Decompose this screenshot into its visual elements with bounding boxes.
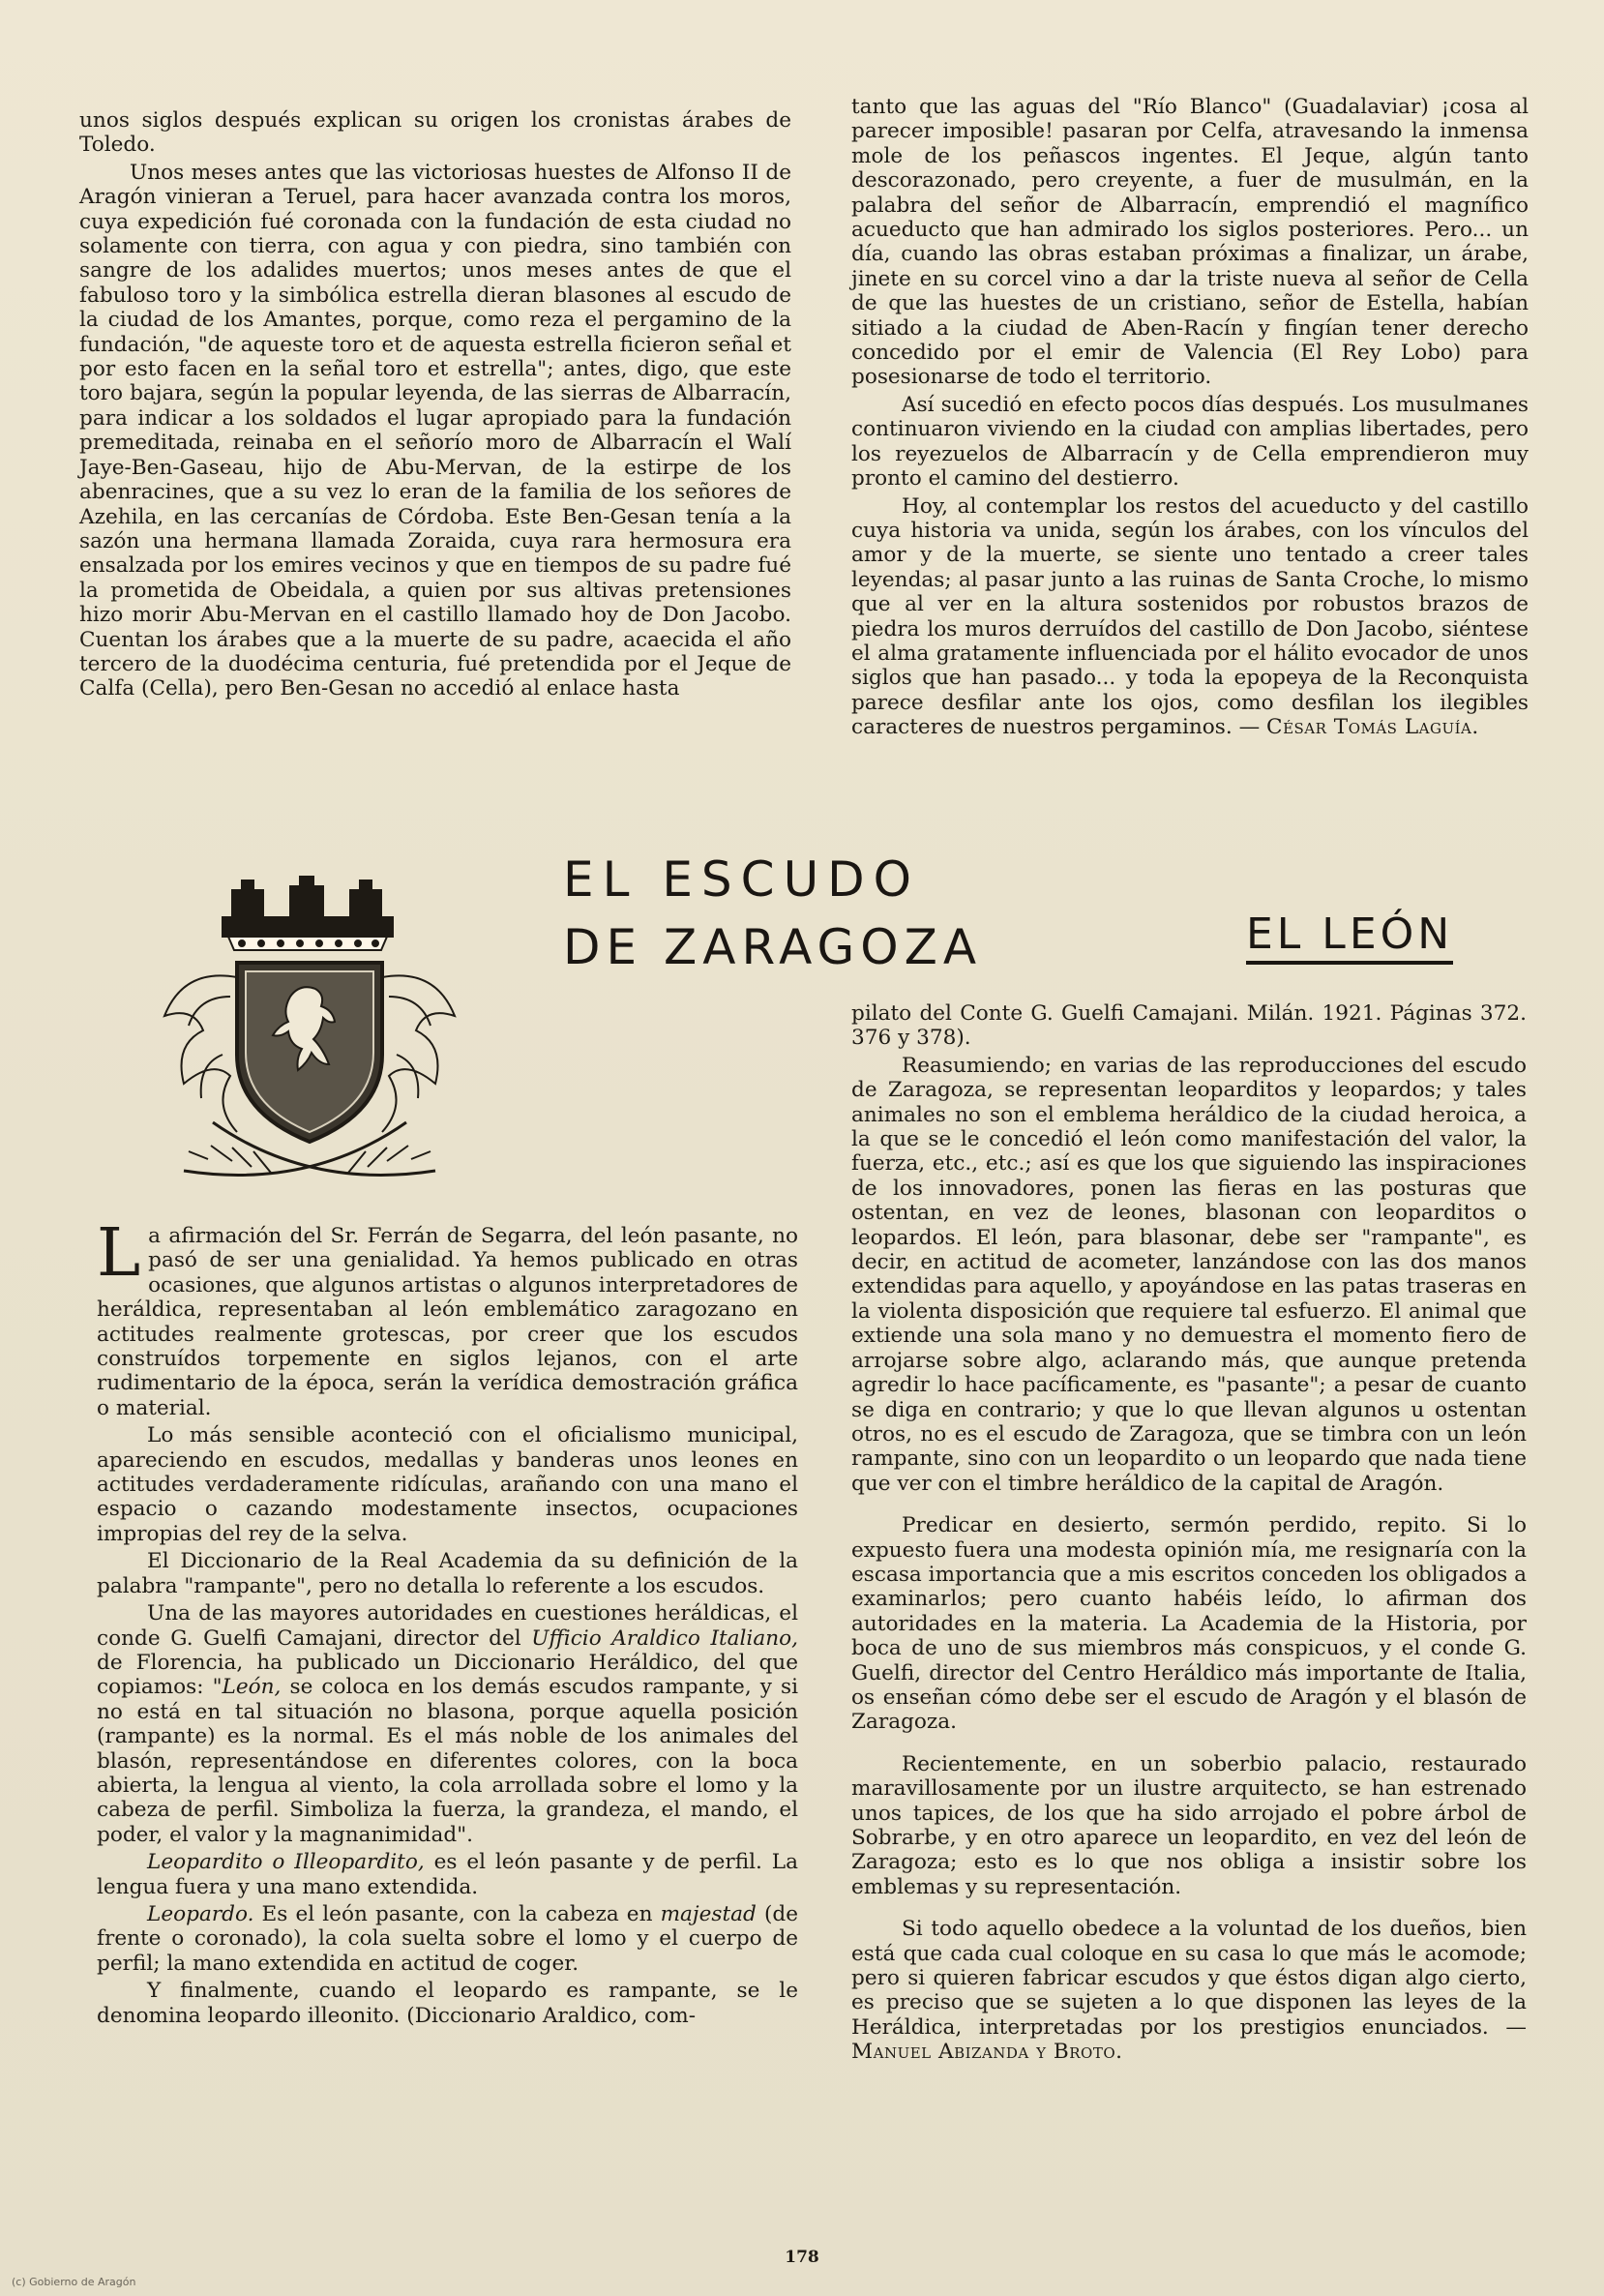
- paragraph: [97, 1215, 798, 1420]
- paragraph: Reasumiendo; en varias de las reproducciones del escudo de Zaragoza, se representan leoparditos y leopardos; y tales animales no son el emblema heráldico de la ciudad heroica, a la que se le concedió el león como manifestación del valor, la fuerza, etc., etc.; así es que los que siguiendo las inspiraciones de los innovadores, ponen las fieras en las posturas que ostentan, en vez de leones, blasonan con leoparditos o leopardos. El león, para blasonar, debe ser "rampante", es decir, en actitud de acometer, lanzándose con las dos manos extendidas para aquello, y apoyándose en las patas traseras en la violenta disposición que requiere tal esfuerzo. El animal que extiende una sola mano y no demuestra el momento fiero de arrojarse sobre algo, aclarando más, que aunque pretenda agredir lo hace pacíficamente, es "pasante"; a pesar de cuanto se diga en contrario; y que lo que llevan algunos u ostentan otros, no es el escudo de Zaragoza, que se timbra con un león rampante, sino con un leopardito o un leopardo que nada tiene que ver con el timbre heráldico de la capital de Aragón.: [851, 1053, 1527, 1496]
- zaragoza-coat-of-arms-illustration: [145, 851, 474, 1195]
- paragraph: [97, 1902, 798, 1976]
- text-span: se coloca en los demás escudos rampante, y si no está en tal situación no blasona, porque aquella posición (rampante) es la normal. Es el más noble de los animales del blasón, representándose en diferentes colores, con la boca abierta, la lengua al viento, la cola arrollada sobre el lomo y la cabeza de perfil. Simboliza la fuerza, la grandeza, el mando, el poder, el valor y la magnanimidad".: [97, 1675, 798, 1847]
- article-title-line-1: EL ESCUDO: [563, 851, 921, 908]
- text-span: Una de las mayores autoridades en cuestiones heráldicas, el conde G. Guelfi Camajani, director del: [97, 1601, 798, 1651]
- text-span: es el león pasante y de perfil. La lengua fuera y una mano extendida.: [97, 1850, 798, 1899]
- article-1-column-left: [79, 108, 791, 704]
- drop-cap: L: [97, 1215, 141, 1292]
- italic-span: Ufficio Araldico Italiano,: [531, 1625, 798, 1651]
- author-signature: César Tomás Laguía.: [1266, 715, 1479, 740]
- paragraph: Recientemente, en un soberbio palacio, restaurado maravillosamente por un ilustre arquitecto, se han estrenado unos tapices, de los que ha sido arrojado el pobre árbol de Sobrarbe, y en otro aparece un leopardito, en vez del león de Zaragoza; esto es lo que nos obliga a insistir sobre los emblemas y su representación.: [851, 1751, 1527, 1899]
- paragraph-text: Hoy, al contemplar los restos del acueducto y del castillo cuya historia va unida, según los árabes, con los vínculos del amor y de la muerte, se siente uno tentado a creer tales leyendas; al pasar junto a las ruinas de Santa Croche, lo mismo que al ver en la altura sostenidos por robustos brazos de piedra los muros derruídos del castillo de Don Jacobo, siéntese el alma gratamente influenciada por el hálito evocador de unos siglos que han pasado... y toda la epopeya de la Reconquista parece desfilar ante los ojos, como desfilan los ilegibles caracteres de nuestros pergaminos. —: [851, 493, 1529, 740]
- paragraph: Lo más sensible aconteció con el oficialismo municipal, apareciendo en escudos, medallas y banderas unos leones en actitudes verdaderamente ridículas, arañando con una mano el espacio o cazando modestamente insectos, ocupaciones impropias del rey de la selva.: [97, 1423, 798, 1546]
- article-1-column-right: [851, 95, 1529, 743]
- copyright-credit: (c) Gobierno de Aragón: [12, 2276, 136, 2288]
- paragraph: unos siglos después explican su origen los cronistas árabes de Toledo.: [79, 108, 791, 158]
- paragraph: tanto que las aguas del "Río Blanco" (Guadalaviar) ¡cosa al parecer imposible! pasaran por Celfa, atravesando la inmensa mole de los peñascos ingentes. El Jeque, algún tanto descorazonado, pero creyente, a fuer de musulmán, en la palabra del señor de Albarracín, emprendió el magnífico acueducto que han admirado los siglos posteriores. Pero... un día, cuando las obras estaban próximas a finalizar, un árabe, jinete en su corcel vino a dar la triste nueva al señor de Cella de que las huestes de un cristiano, señor de Estella, habían sitiado a la ciudad de Aben-Racín y fingían tener derecho concedido por el emir de Valencia (El Rey Lobo) para posesionarse de todo el territorio.: [851, 95, 1529, 390]
- italic-span: Leopardito o Illeopardito,: [147, 1850, 425, 1875]
- paragraph: Así sucedió en efecto pocos días después. Los musulmanes continuaron viviendo en la ciudad con amplias libertades, pero los reyezuelos de Albarracín y de Cella emprendieron muy pronto el camino del destierro.: [851, 392, 1529, 492]
- text-span: de Florencia, ha publicado un Diccionario Heráldico, del que copiamos: ": [97, 1650, 798, 1700]
- article-subtitle: EL LEÓN: [1246, 909, 1453, 965]
- article-title-line-2: DE ZARAGOZA: [563, 919, 983, 975]
- paragraph: [851, 494, 1529, 740]
- paragraph: Y finalmente, cuando el leopardo es rampante, se le denomina leopardo illeonito. (Diccionario Araldico, com-: [97, 1979, 798, 2028]
- italic-span: León,: [222, 1675, 282, 1700]
- article-2-column-right: [851, 1001, 1527, 2068]
- paragraph: El Diccionario de la Real Academia da su definición de la palabra "rampante", pero no detalla lo referente a los escudos.: [97, 1549, 798, 1598]
- paragraph: pilato del Conte G. Guelfi Camajani. Milán. 1921. Páginas 372. 376 y 378).: [851, 1001, 1527, 1051]
- italic-span: Leopardo.: [147, 1901, 254, 1926]
- paragraph: Unos meses antes que las victoriosas huestes de Alfonso II de Aragón vinieran a Teruel, para hacer avanzada contra los moros, cuya expedición fué coronada con la fundación de esta ciudad no solamente con tierra, con agua y con piedra, sino también con sangre de los adalides muertos; unos meses antes de que el fabuloso toro y la simbólica estrella dieran blasones al escudo de la ciudad de los Amantes, porque, como reza el pergamino de la fundación, "de aqueste toro et de aquesta estrella ficieron señal et por esto facen en la señal toro et estrella"; antes, digo, que este toro bajara, según la popular leyenda, de las sierras de Albarracín, para indicar a los soldados el lugar apropiado para la fundación premeditada, reinaba en el señorío moro de Albarracín el Walí Jaye-Ben-Gaseau, hijo de Abu-Mervan, de la estirpe de los abenracines, que a su vez lo eran de la familia de los señores de Azehila, en las cercanías de Córdoba. Este Ben-Gesan tenía a la sazón una hermana llamada Zoraida, cuya rara hermosura era ensalzada por los emires vecinos y que en tiempos de su padre fué la prometida de Obeidala, a quien por sus altivas pretensiones hizo morir Abu-Mervan en el castillo llamado hoy de Don Jacobo. Cuentan los árabes que a la muerte de su padre, acaecida el año tercero de la duodécima centuria, fué pretendida por el Jeque de Calfa (Cella), pero Ben-Gesan no accedió al enlace hasta: [79, 160, 791, 701]
- text-span: Es el león pasante, con la cabeza en: [261, 1901, 653, 1926]
- paragraph-text: Si todo aquello obedece a la voluntad de los dueños, bien está que cada cual coloque en su casa lo que más le acomode; pero si quieren fabricar escudos y que éstos digan algo cierto, es preciso que se sujeten a lo que disponen las leyes de la Heráldica, interpretadas por los prestigios enunciados. —: [851, 1917, 1527, 2040]
- text-span: (de frente o coronado), la cola suelta sobre el lomo y el cuerpo de perfil; la mano extendida en actitud de coger.: [97, 1901, 798, 1976]
- italic-span: majestad: [660, 1901, 757, 1926]
- paragraph: [97, 1850, 798, 1899]
- author-signature: Manuel Abizanda y Broto.: [851, 2040, 1123, 2065]
- paragraph: Predicar en desierto, sermón perdido, repito. Si lo expuesto fuera una modesta opinión mía, me resignaría con la escasa importancia que a mis escritos conceden los obligados a examinarlos; pero cuanto habéis leído, lo afirman dos autoridades en la materia. La Academia de la Historia, por boca de uno de sus miembros más conspicuos, y el conde G. Guelfi, director del Centro Heráldico más importante de Italia, os enseñan cómo debe ser el escudo de Aragón y el blasón de Zaragoza.: [851, 1513, 1527, 1735]
- article-2-column-left: [97, 1215, 798, 2031]
- page-number: 178: [785, 2248, 819, 2267]
- paragraph: [97, 1601, 798, 1847]
- paragraph: [851, 1917, 1527, 2064]
- paragraph-text: a afirmación del Sr. Ferrán de Segarra, del león pasante, no pasó de ser una genialidad. Ya hemos publicado en otras ocasiones, que algunos artistas o algunos interpretadores de heráldica, representaban al león emblemático zaragozano en actitudes realmente grotescas, por creer que los escudos construídos torpemente en siglos lejanos, con el arte rudimentario de la época, serán la verídica demostración gráfica o material.: [97, 1224, 798, 1420]
